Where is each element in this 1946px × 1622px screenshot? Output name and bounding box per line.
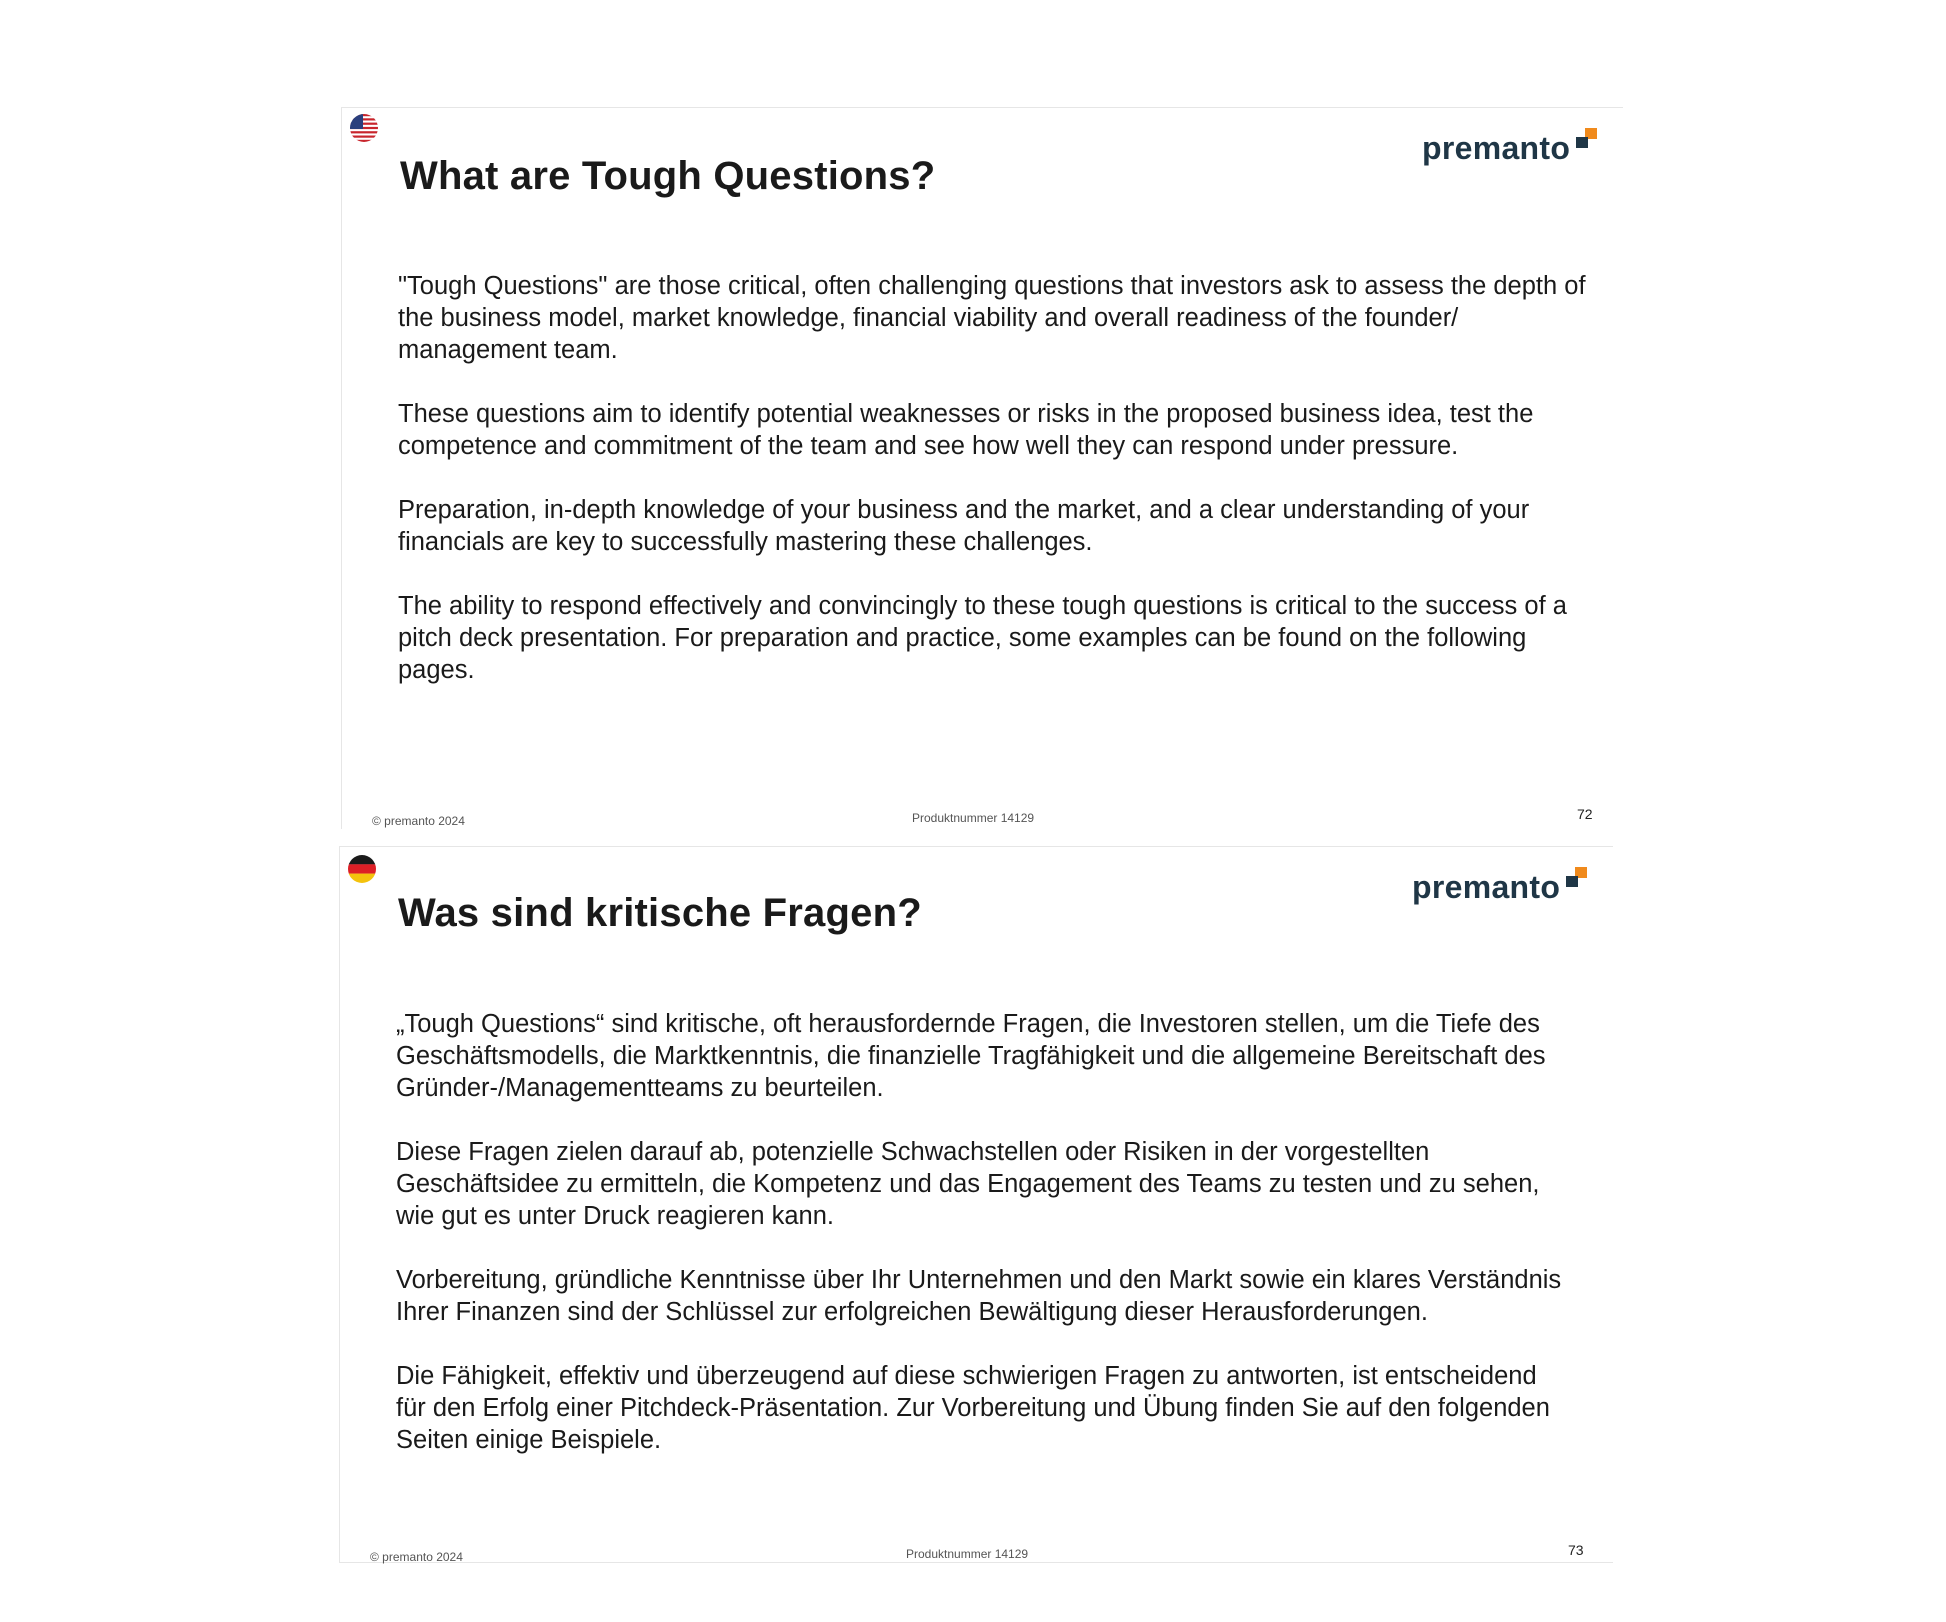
logo-wordmark: premanto: [1412, 869, 1561, 905]
paragraph-conclusion: Die Fähigkeit, effektiv und überzeugend auf diese schwierigen Fragen zu antworten, ist entscheidend für den Erfolg einer Pitchdeck-Präsentation. Zur Vorbereitung und Übung finden Sie auf den folgenden Seiten einige Beispiele.: [396, 1362, 1550, 1454]
slide-body: [398, 270, 1598, 718]
product-number: Produktnummer 14129: [912, 811, 1035, 825]
us-flag-icon: [350, 114, 378, 142]
paragraph-definition: "Tough Questions" are those critical, often challenging questions that investors ask to assess the depth of the business model, market knowledge, financial viability and overall readiness of the founder/ management team.: [398, 272, 1586, 364]
logo-wordmark: premanto: [1422, 130, 1571, 166]
slide-title: Was sind kritische Fragen?: [398, 891, 922, 935]
copyright-footer: © premanto 2024: [372, 814, 465, 828]
premanto-logo: [1412, 867, 1589, 903]
slide-body: [396, 1008, 1566, 1488]
paragraph-preparation: Vorbereitung, gründliche Kenntnisse über Ihr Unternehmen und den Markt sowie ein klares Verständnis Ihrer Finanzen sind der Schlüssel zur erfolgreichen Bewältigung dieser Herausforderungen.: [396, 1266, 1562, 1326]
page-number: 72: [1577, 806, 1593, 822]
slide-english: [341, 107, 1623, 829]
paragraph-definition: „Tough Questions“ sind kritische, oft herausfordernde Fragen, die Investoren stellen, um die Tiefe des Geschäftsmodells, die Marktkenntnis, die finanzielle Tragfähigkeit und die allgemeine Bereitschaft des Gründer-/Managementteams zu beurteilen.: [396, 1010, 1546, 1102]
logo-mark-icon: [1563, 867, 1589, 893]
copyright-footer: © premanto 2024: [370, 1550, 463, 1564]
paragraph-purpose: Diese Fragen zielen darauf ab, potenzielle Schwachstellen oder Risiken in der vorgestellten Geschäftsidee zu ermitteln, die Kompetenz und das Engagement des Teams zu testen und zu sehen, wie gut es unter Druck reagieren kann.: [396, 1138, 1540, 1230]
logo-mark-icon: [1573, 128, 1599, 154]
paragraph-purpose: These questions aim to identify potential weaknesses or risks in the proposed business idea, test the competence and commitment of the team and see how well they can respond under pressure.: [398, 400, 1534, 460]
slide-german: [339, 846, 1613, 1563]
slide-title: What are Tough Questions?: [400, 154, 936, 198]
paragraph-preparation: Preparation, in-depth knowledge of your business and the market, and a clear understanding of your financials are key to successfully mastering these challenges.: [398, 496, 1530, 556]
paragraph-conclusion: The ability to respond effectively and convincingly to these tough questions is critical to the success of a pitch deck presentation. For preparation and practice, some examples can be found on the following pages.: [398, 592, 1567, 684]
german-flag-icon: [348, 855, 376, 883]
premanto-logo: [1422, 128, 1599, 164]
page-number: 73: [1568, 1542, 1584, 1558]
product-number: Produktnummer 14129: [906, 1547, 1029, 1561]
